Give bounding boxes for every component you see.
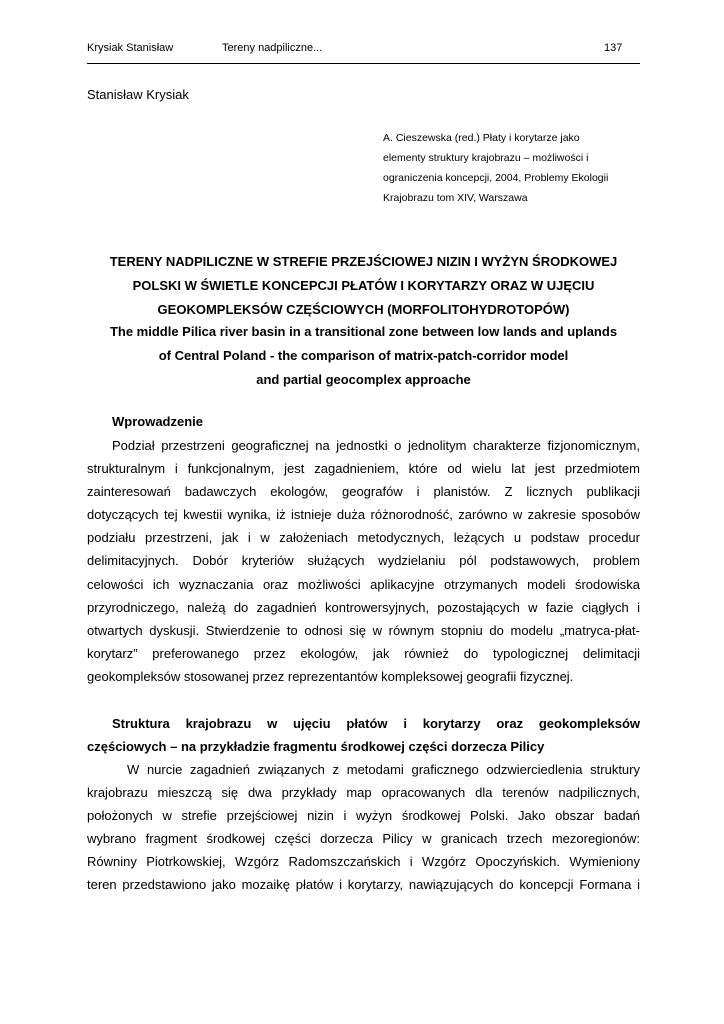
section-heading-structure xyxy=(87,712,640,758)
text-line: wybrano fragment środkowej części dorzecza Pilicy w granicach trzech mezoregionów: xyxy=(87,831,640,847)
text-line: otwartych dyskusji. Stwierdzenie to odnosi się w równym stopniu do modelu „matryca-płat- xyxy=(87,622,640,638)
text-line: strukturalnym i funkcjonalnym, jest zagadnieniem, które od wielu lat jest przedmiotem xyxy=(87,461,640,477)
citation-line: Krajobrazu tom XIV, Warszawa xyxy=(383,192,528,204)
section-heading-introduction: Wprowadzenie xyxy=(112,414,204,429)
text-line: położonych w strefie przejściowej nizin i wyżyn środkowej Polski. Jako obszar badań xyxy=(87,808,640,824)
title-en-line: of Central Poland - the comparison of matrix-patch-corridor model xyxy=(158,348,569,363)
page-number: 137 xyxy=(604,42,623,54)
text-line: delimitacyjnych. Dobór kryteriów służących wydzielaniu pól podstawowych, problem xyxy=(87,553,640,569)
introduction-paragraph xyxy=(87,434,640,688)
section-heading-line: Struktura krajobrazu w ujęciu płatów i korytarzy oraz geokompleksów xyxy=(112,716,640,731)
title-pl-line: GEOKOMPLEKSÓW CZĘŚCIOWYCH (MORFOLITOHYDROTOPÓW) xyxy=(157,302,570,317)
text-line: Podział przestrzeni geograficznej na jednostki o jednolitym charakterze fizjonomicznym, xyxy=(112,438,640,453)
text-line: celowości ich wyznaczania oraz możliwości aplikacyjne otrzymanych modeli środowiska xyxy=(87,576,640,592)
text-line: korytarz” preferowanego przez ekologów, jak również do typologicznej delimitacji xyxy=(87,645,640,661)
title-polish xyxy=(87,250,640,322)
section-heading-line: częściowych – na przykładzie fragmentu środkowej części dorzecza Pilicy xyxy=(87,739,545,754)
citation-line: A. Cieszewska (red.) Płaty i korytarze jako xyxy=(383,132,580,144)
text-line: dotyczących tej kwestii wynika, iż istnieje duża różnorodność, zarówno w zakresie sposobów xyxy=(87,507,640,523)
text-line: krajobrazu mieszczą się dwa przykłady map opracowanych dla terenów nadpilicznych, xyxy=(87,785,640,801)
text-line: zainteresowań badawczych ekologów, geografów i planistów. Z licznych publikacji xyxy=(87,484,640,500)
title-pl-line: TERENY NADPILICZNE W STREFIE PRZEJŚCIOWEJ NIZIN I WYŻYN ŚRODKOWEJ xyxy=(109,254,618,269)
title-en-line: and partial geocomplex approache xyxy=(256,372,471,387)
text-line: teren przedstawiono jako mozaikę płatów i korytarzy, nawiązujących do koncepcji Formana i xyxy=(87,877,640,893)
citation-line: elementy struktury krajobrazu – możliwości i xyxy=(383,152,589,164)
citation-block xyxy=(383,128,633,208)
text-line: przyrodniczego, należą do zagadnień kontrowersyjnych, pozostających w fazie ciągłych i xyxy=(87,599,640,615)
running-header-title: Tereny nadpiliczne... xyxy=(222,42,323,54)
text-line: geokompleksów stosowanej przez reprezentantów kompleksowej geografii fizycznej. xyxy=(87,668,574,684)
title-pl-line: POLSKI W ŚWIETLE KONCEPCJI PŁATÓW I KORYTARZY ORAZ W UJĘCIU xyxy=(132,278,595,293)
header-divider xyxy=(87,63,640,64)
article-author: Stanisław Krysiak xyxy=(87,87,189,102)
text-line: podziału przestrzeni, jak i w założeniach metodycznych, leżących u podstaw procedur xyxy=(87,530,640,546)
title-en-line: The middle Pilica river basin in a transitional zone between low lands and uplands xyxy=(109,324,618,339)
text-line: Równiny Piotrkowskiej, Wzgórz Radomszczańskich i Wzgórz Opoczyńskich. Wymieniony xyxy=(87,854,640,870)
running-header-author: Krysiak Stanisław xyxy=(87,42,174,54)
structure-paragraph xyxy=(87,758,640,897)
title-english xyxy=(87,320,640,392)
citation-line: ograniczenia koncepcji, 2004, Problemy Ekologii xyxy=(383,172,609,184)
text-line: W nurcie zagadnień związanych z metodami graficznego odzwierciedlenia struktury xyxy=(127,762,640,777)
